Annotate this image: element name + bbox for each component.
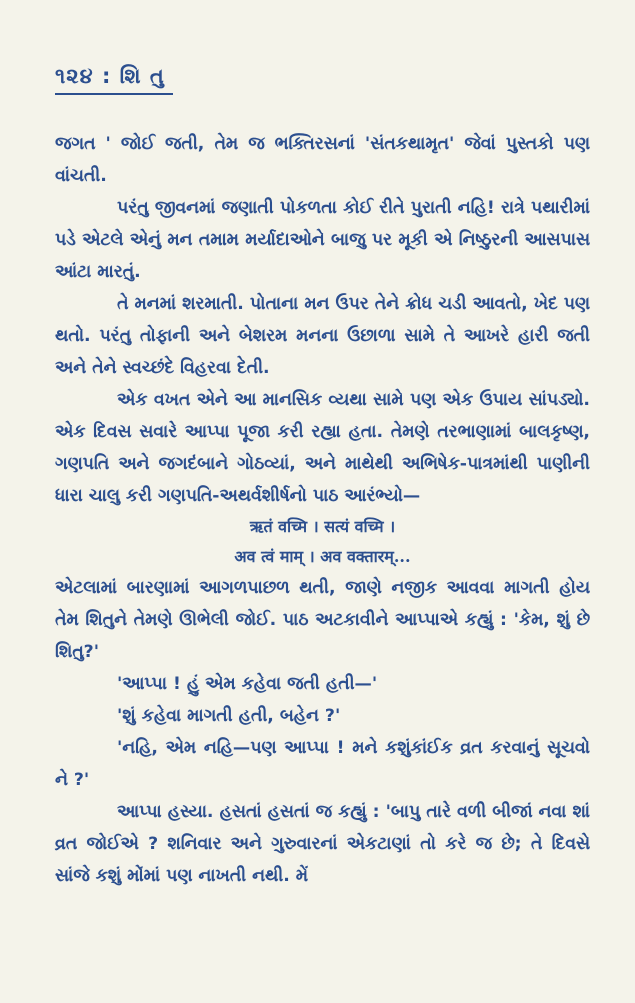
paragraph: એક વખત એને આ માનસિક વ્યથા સામે પણ એક ઉપાય સાંપડ્યો. એક દિવસ સવારે આપ્પા પૂજા કરી રહ્યા હતા. તેમણે તરભાણામાં બાલકૃષ્ણ, ગણપતિ અને જગદંબાને ગોઠવ્યાં, અને માથેથી અભિષેક-પાત્રમાંથી પાણીની ધારા ચાલુ કરી ગણપતિ-અથર્વશીર્ષનો પાઠ આરંભ્યો— bbox=[55, 390, 590, 506]
dialogue-line: 'શું કહેવા માગતી હતી, બહેન ?' bbox=[117, 706, 341, 726]
dialogue-line: 'નહિ, એમ નહિ—પણ આપ્પા ! મને કશુંકાંઈક વ્રત કરવાનું સૂચવો ને ?' bbox=[55, 738, 590, 790]
chapter-title: શિ તુ bbox=[119, 64, 165, 88]
header-separator: : bbox=[101, 64, 112, 88]
paragraph: તે મનમાં શરમાતી. પોતાના મન ઉપર તેને ક્રોધ ચડી આવતો, ખેદ પણ થતો. પરંતુ તોફાની અને બેશરમ મનના ઉછાળા સામે તે આખરે હારી જતી અને તેને સ્વચ્છંદે વિહરવા દેતી. bbox=[55, 294, 590, 378]
page-number: ૧૨૪ bbox=[55, 64, 94, 88]
verse-line: अव त्वं माम् । अव वक्तारम्... bbox=[234, 547, 411, 566]
dialogue-line: 'આપ્પા ! હું એમ કહેવા જતી હતી—' bbox=[117, 674, 378, 694]
paragraph: આપ્પા હસ્યા. હસતાં હસતાં જ કહ્યું : 'બાપુ તારે વળી બીજાં નવા શાં વ્રત જોઈએ ? શનિવાર અને ગુરુવારનાં એકટાણાં તો કરે જ છે; તે દિવસે સાંજે કશું મોંમાં પણ નાખતી નથી. મેં bbox=[55, 802, 590, 886]
sanskrit-verse bbox=[55, 512, 590, 572]
paragraph: જગત ' જોઈ જતી, તેમ જ ભક્તિરસનાં 'સંતકથામૃત' જેવાં પુસ્તકો પણ વાંચતી. bbox=[55, 134, 590, 186]
header-underline bbox=[55, 93, 173, 95]
running-header bbox=[55, 64, 165, 89]
paragraph: એટલામાં બારણામાં આગળપાછળ થતી, જાણે નજીક આવવા માગતી હોય તેમ શિતુને તેમણે ઊભેલી જોઈ. પાઠ અટકાવીને આપ્પાએ કહ્યું : 'કેમ, શું છે શિતુ?' bbox=[55, 578, 590, 662]
body-text bbox=[55, 128, 590, 892]
paragraph: પરંતુ જીવનમાં જણાતી પોકળતા કોઈ રીતે પુરાતી નહિ! રાત્રે પથારીમાં પડે એટલે એનું મન તમામ મર્યાદાઓને બાજુ પર મૂકી એ નિષ્ઠુરની આસપાસ આંટા મારતું. bbox=[55, 198, 590, 282]
verse-line: ऋतं वच्मि । सत्यं वच्मि । bbox=[249, 517, 396, 536]
